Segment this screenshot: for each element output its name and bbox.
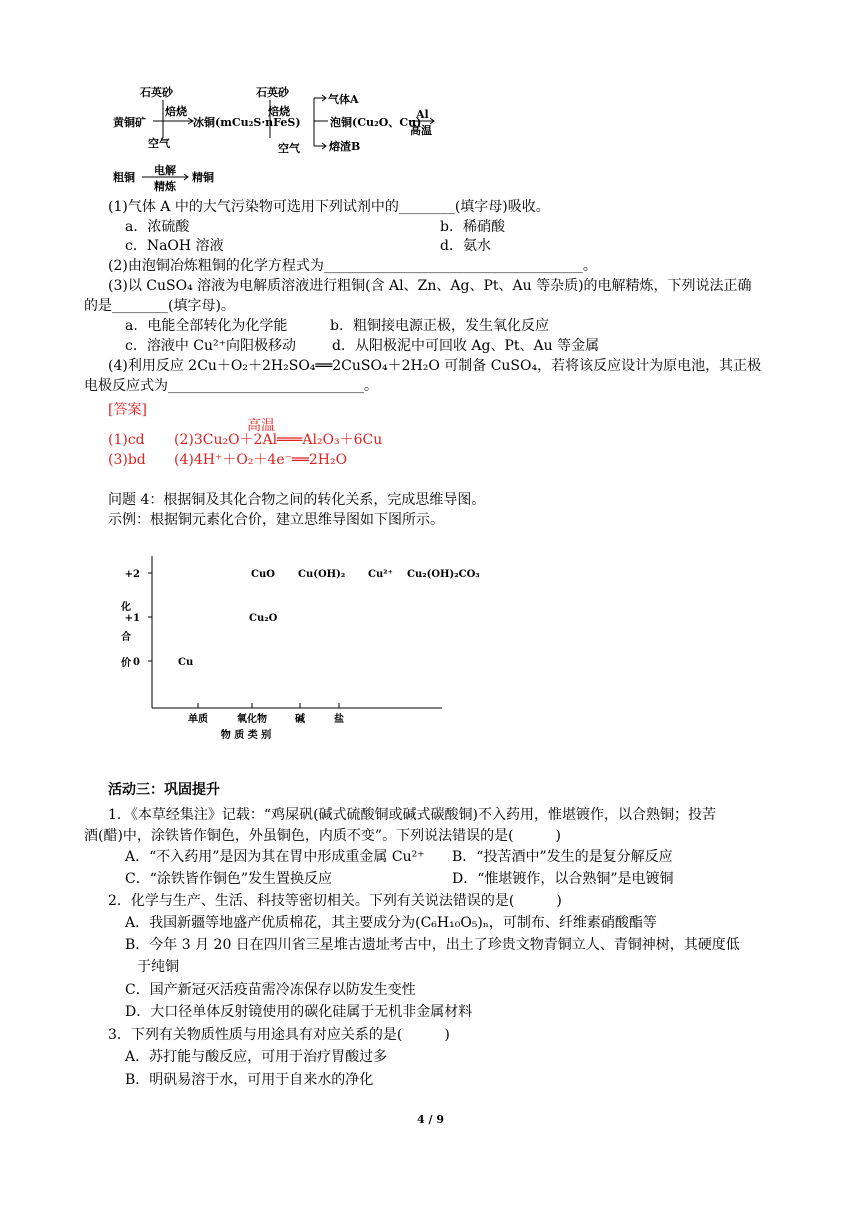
problem-2: 2．化学与生产、生活、科技等密切相关。下列有关说法错误的是( )	[108, 893, 562, 909]
data-point-label: Cu₂(OH)₂CO₃	[407, 569, 480, 580]
valence-chart-svg	[110, 548, 480, 748]
y-axis-label: 合	[121, 632, 131, 643]
flow-slag-b: 熔渣B	[329, 140, 361, 153]
question-3-line-1: (3)以 CuSO₄ 溶液为电解质溶液进行粗铜(含 Al、Zn、Ag、Pt、Au 等杂质)的电解精炼，下列说法正确	[108, 278, 752, 294]
problem-2-option-d: D．大口径单体反射镜使用的碳化硅属于无机非金属材料	[125, 1004, 473, 1020]
flow-matte: 冰铜(mCu₂S·nFeS)	[193, 116, 301, 129]
y-tick-label: +1	[124, 613, 140, 624]
question-3-option-d: d．从阳极泥中可回收 Ag、Pt、Au 等金属	[332, 338, 600, 354]
flow-roast-2: 焙烧	[268, 105, 290, 118]
question-4-line-2: 电极反应式为____________________________。	[84, 378, 378, 394]
y-axis-label: 价	[121, 658, 131, 669]
activity-3-title: 活动三：巩固提升	[108, 782, 220, 798]
question-1: (1)气体 A 中的大气污染物可选用下列试剂中的________(填字母)吸收。	[108, 199, 550, 215]
problem-1-option-a: A．“不入药用”是因为其在胃中形成重金属 Cu²⁺	[125, 849, 425, 865]
problem-1-option-d: D．“惟堪镀作，以合熟铜”是电镀铜	[452, 871, 674, 887]
answer-label: [答案]	[108, 402, 147, 418]
x-tick-label: 碱	[295, 714, 305, 725]
flow-blister: 泡铜(Cu₂O、Cu)	[330, 116, 422, 129]
question-3-option-b: b．粗铜接电源正极，发生氧化反应	[330, 318, 549, 334]
flow-fine: 精铜	[192, 171, 214, 184]
problem-4-title: 问题 4：根据铜及其化合物之间的转化关系，完成思维导图。	[108, 492, 486, 508]
flow-refine: 精炼	[154, 180, 176, 193]
flow-crude: 粗铜	[113, 171, 135, 184]
question-3-line-2: 的是________(填字母)。	[84, 298, 235, 314]
x-tick-label: 单质	[188, 714, 208, 725]
problem-1-option-b: B．“投苦酒中”发生的是复分解反应	[452, 849, 673, 865]
flow-air-2: 空气	[278, 142, 300, 155]
problem-2-option-b-line-1: B．今年 3 月 20 日在四川省三星堆古遗址考古中，出土了珍贵文物青铜立人、青铜神树，其硬度低	[125, 937, 740, 953]
answer-2: (2)3Cu₂O＋2Al═══Al₂O₃＋6Cu	[174, 432, 383, 448]
data-point-label: Cu(OH)₂	[298, 569, 346, 580]
question-1-option-a: a．浓硫酸	[125, 219, 190, 235]
problem-3: 3．下列有关物质性质与用途具有对应关系的是( )	[108, 1027, 450, 1043]
problem-1-option-c: C．“涂铁皆作铜色”发生置换反应	[125, 871, 333, 887]
flow-air-1: 空气	[148, 137, 170, 150]
question-3-option-c: c．溶液中 Cu²⁺向阳极移动	[125, 338, 297, 354]
data-point-label: Cu₂O	[249, 613, 278, 624]
data-point-label: Cu	[178, 657, 194, 668]
problem-1-line-1: 1．《本草经集注》记载：“鸡屎矾(碱式硫酸铜或碱式碳酸铜)不入药用，惟堪镀作，以合熟铜；投苦	[108, 807, 716, 823]
flow-electrolysis: 电解	[154, 164, 176, 177]
data-point-label: Cu²⁺	[368, 569, 393, 580]
question-4-line-1: (4)利用反应 2Cu＋O₂＋2H₂SO₄══2CuSO₄＋2H₂O 可制备 CuSO₄，若将该反应设计为原电池，其正极	[108, 358, 762, 374]
question-1-option-c: c．NaOH 溶液	[125, 238, 224, 254]
question-1-option-b: b．稀硝酸	[440, 219, 505, 235]
flow-gas-a: 气体A	[328, 93, 359, 106]
y-axis-label: 化	[121, 602, 131, 613]
page-number: 4 / 9	[417, 1113, 444, 1126]
answer-1: (1)cd	[108, 432, 145, 448]
valence-chart	[110, 548, 480, 748]
y-tick-label: 0	[133, 657, 140, 668]
x-tick-label: 盐	[334, 714, 344, 725]
problem-3-option-a: A．苏打能与酸反应，可用于治疗胃酸过多	[125, 1049, 388, 1065]
problem-2-option-a: A．我国新疆等地盛产优质棉花，其主要成分为(C₆H₁₀O₅)ₙ，可制布、纤维素硝酸酯等	[125, 915, 657, 931]
problem-1-line-2: 酒(醋)中，涂铁皆作铜色，外虽铜色，内质不变”。下列说法错误的是( )	[84, 828, 562, 844]
flow-quartz-1: 石英砂	[140, 86, 173, 99]
flow-hightemp: 高温	[410, 124, 432, 137]
x-axis-label: 物 质 类 别	[220, 730, 272, 741]
flow-al: Al	[416, 108, 429, 121]
question-2: (2)由泡铜冶炼粗铜的化学方程式为_____________________________________。	[108, 258, 597, 274]
problem-2-option-c: C．国产新冠灭活疫苗需冷冻保存以防发生变性	[125, 982, 416, 998]
problem-2-option-b-line-2: 于纯铜	[137, 959, 179, 975]
question-3-option-a: a．电能全部转化为化学能	[125, 318, 288, 334]
x-tick-label: 氧化物	[237, 714, 267, 725]
answer-2-condition: 高温	[247, 418, 275, 434]
question-1-option-d: d．氨水	[440, 238, 491, 254]
problem-3-option-b: B．明矾易溶于水，可用于自来水的净化	[125, 1072, 374, 1088]
y-tick-label: +2	[124, 569, 140, 580]
data-point-label: CuO	[251, 569, 275, 580]
flow-quartz-2: 石英砂	[256, 86, 289, 99]
flow-roast-1: 焙烧	[165, 105, 187, 118]
answer-3: (3)bd	[108, 452, 146, 468]
answer-4: (4)4H⁺＋O₂＋4e⁻══2H₂O	[174, 452, 348, 468]
flow-ore: 黄铜矿	[113, 116, 146, 129]
problem-4-example: 示例：根据铜元素化合价，建立思维导图如下图所示。	[108, 512, 444, 528]
